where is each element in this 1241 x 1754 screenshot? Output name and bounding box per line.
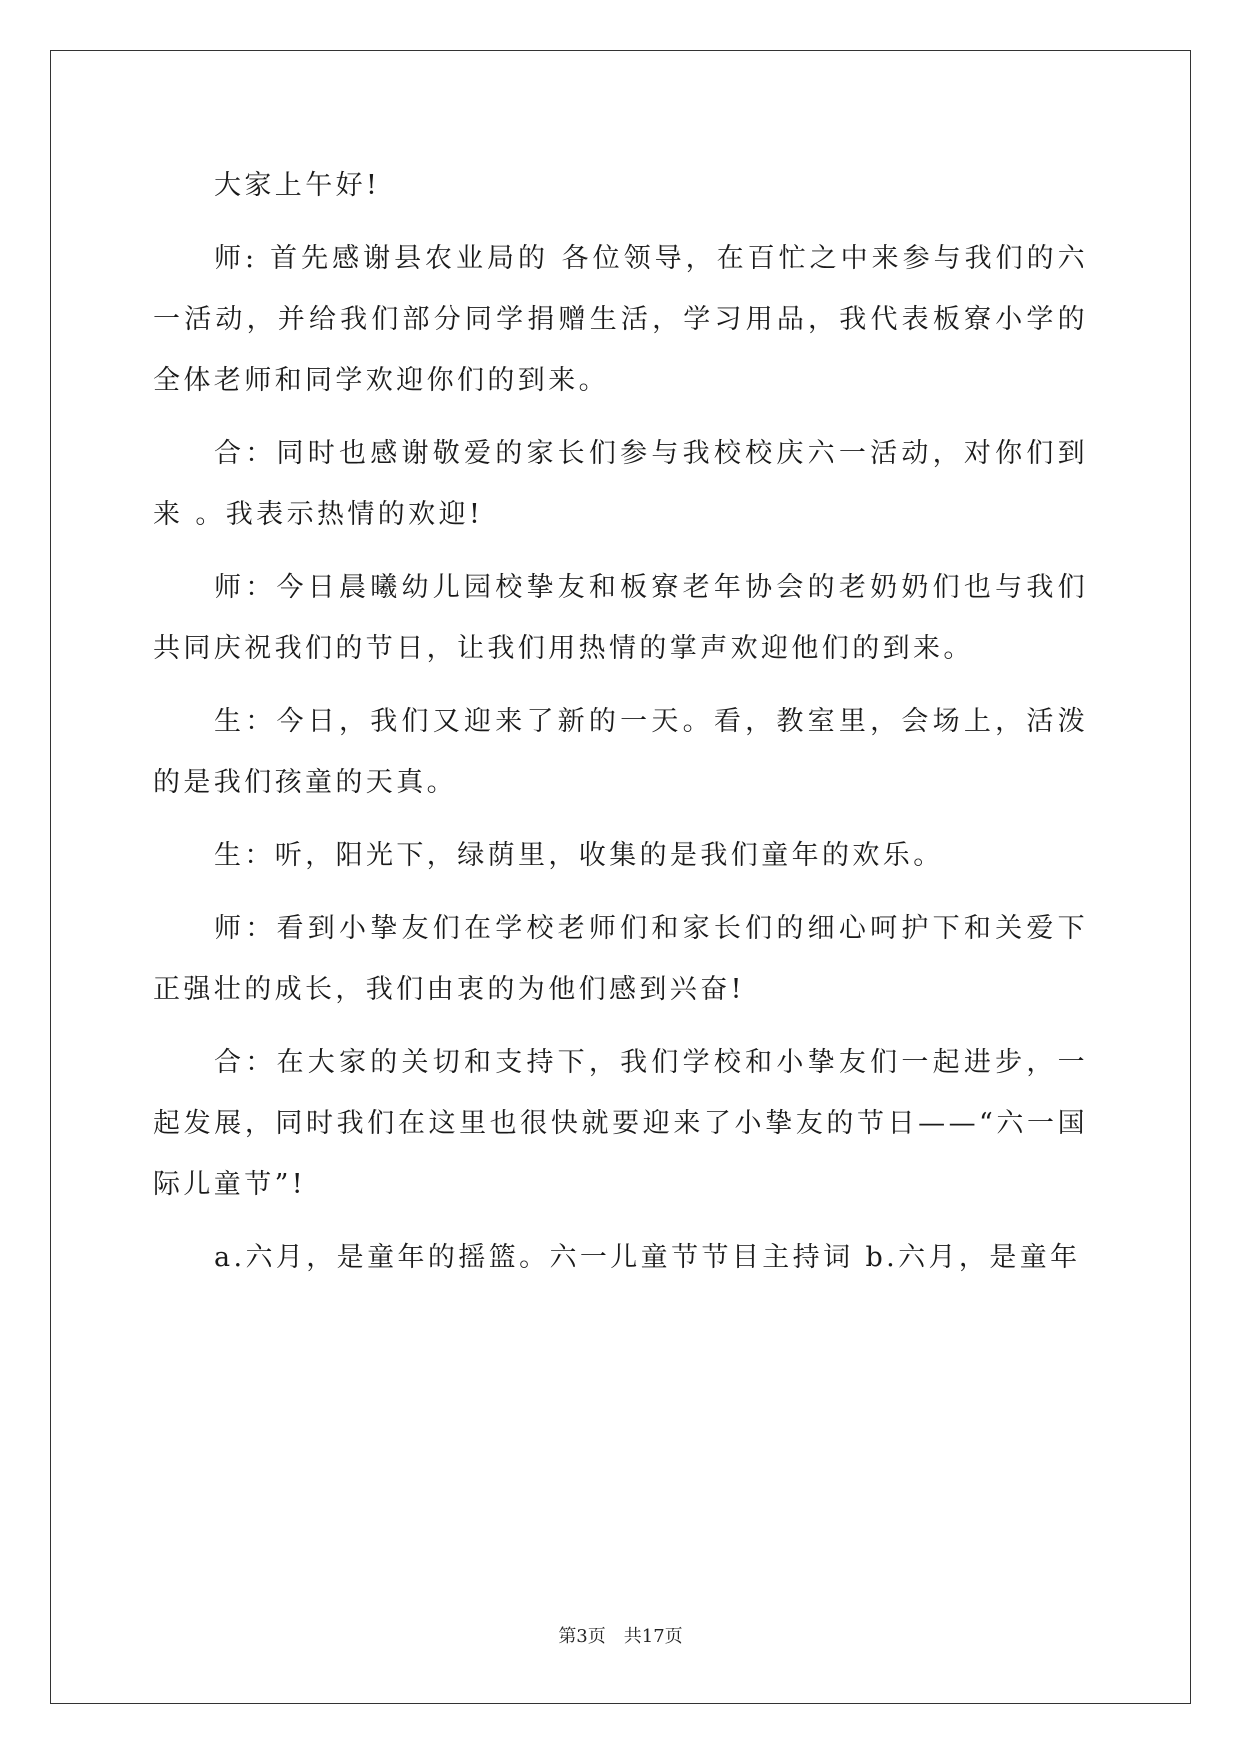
- paragraph-together-festival: 合：在大家的关切和支持下，我们学校和小挚友们一起进步，一起发展，同时我们在这里也很快就要迎来了小挚友的节日——“六一国际儿童节”!: [153, 1047, 1088, 1200]
- document-body: [153, 155, 1088, 1300]
- paragraph-teacher-thanks: 师: 首先感谢县农业局的 各位领导，在百忙之中来参与我们的六一活动，并给我们部分同学捐赠生活，学习用品，我代表板寮小学的全体老师和同学欢迎你们的到来。: [153, 243, 1088, 396]
- paragraph-together-welcome: 合：同时也感谢敬爱的家长们参与我校校庆六一活动，对你们到来 。我表示热情的欢迎!: [153, 438, 1088, 530]
- paragraph-greeting: 大家上午好!: [214, 170, 381, 201]
- page-number-footer: 第3页 共17页: [558, 1626, 683, 1647]
- paragraph-june: a.六月，是童年的摇篮。六一儿童节节目主持词 b.六月，是童年: [214, 1242, 1081, 1273]
- paragraph-student-day: 生：今日，我们又迎来了新的一天。看，教室里，会场上，活泼的是我们孩童的天真。: [153, 706, 1088, 798]
- paragraph-teacher-growth: 师：看到小挚友们在学校老师们和家长们的细心呵护下和关爱下正强壮的成长，我们由衷的为他们感到兴奋!: [153, 913, 1088, 1005]
- paragraph-student-listen: 生：听，阳光下，绿荫里，收集的是我们童年的欢乐。: [214, 840, 944, 871]
- paragraph-teacher-guests: 师：今日晨曦幼儿园校挚友和板寮老年协会的老奶奶们也与我们共同庆祝我们的节日，让我们用热情的掌声欢迎他们的到来。: [153, 572, 1088, 664]
